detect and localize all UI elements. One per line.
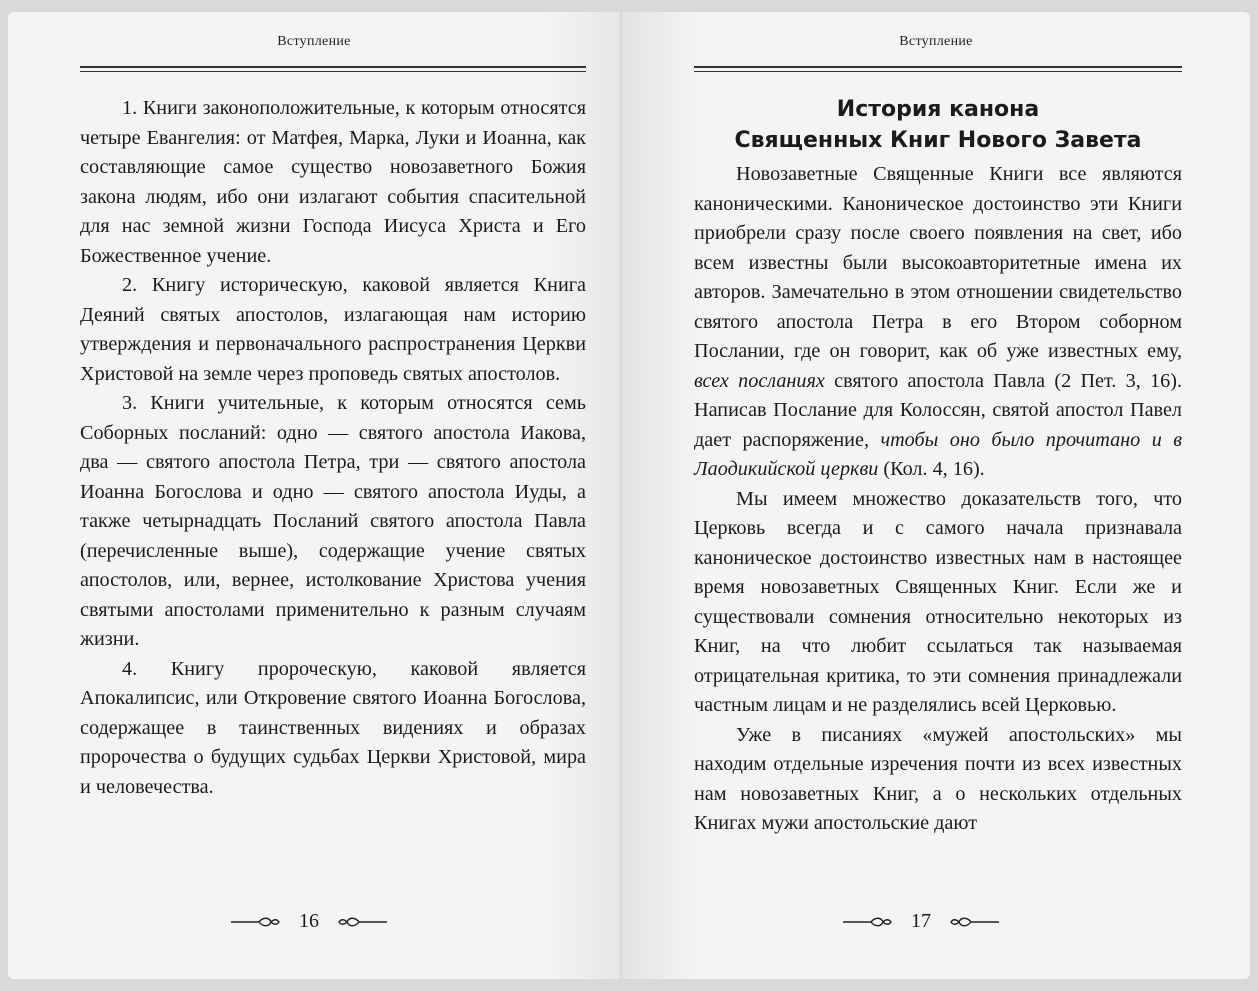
paragraph-3: Уже в писаниях «мужей апостольских» мы находим отдельные изречения почти из всех известных нам новозаветных Книг, а о нескольких отдельных Книгах мужи апостольские дают <box>694 723 1182 834</box>
p1-italic-b: чтобы оно было прочитано и в Лаодикийской церкви <box>694 428 1183 480</box>
right-page <box>622 12 1250 979</box>
running-head-right: Вступление <box>899 34 973 49</box>
paragraph-3: 3. Книги учительные, к которым относятся семь Соборных посланий: одно — святого апостола Иакова, два — святого апостола Петра, три — святого апостола Иоанна Богослова и одно — святого апостола Иуды, а также четырнадцать Посланий святого апостола Павла (перечисленные выше), содержащие учение святых апостолов, или, вернее, истолкование Христова учения святыми апостолами применительно к разным случаям жизни. <box>80 392 586 650</box>
running-head-left: Вступление <box>277 34 351 49</box>
header-rule-right <box>694 66 1182 74</box>
page-number-text: 16 <box>299 910 319 932</box>
ornament-left-icon <box>841 915 893 929</box>
section-title-line-2: Священных Книг Нового Завета <box>734 128 1142 153</box>
paragraph-2: Мы имеем множество доказательств того, что Церковь всегда и с самого начала признавала каноническое достоинство известных нам в настоящее время новозаветных Священных Книг. Если же и существовали сомнения относительно некоторых из Книг, на что любит ссылаться так называемая отрицательная критика, то эти сомнения принадлежали частным лицам и не разделялись всей Церковью. <box>694 487 1182 716</box>
left-page <box>8 12 620 979</box>
left-page-text <box>80 94 586 802</box>
page-number-text: 17 <box>911 910 931 932</box>
ornament-right-icon <box>337 915 389 929</box>
paragraph-4: 4. Книгу пророческую, каковой является Апокалипсис, или Откровение святого Иоанна Богослова, содержащее в таинственных видениях и образах пророчества о будущих судьбах Церкви Христовой, мира и человечества. <box>80 657 586 798</box>
page-number-right <box>622 910 1250 933</box>
ornament-right-icon <box>949 915 1001 929</box>
section-title-line-1: История канона <box>836 97 1040 122</box>
paragraph-2: 2. Книгу историческую, каковой является Книга Деяний святых апостолов, излагающая нам историю утверждения и первоначального распространения Церкви Христовой на земле через проповедь святых апостолов. <box>80 274 586 385</box>
right-page-text <box>694 94 1182 839</box>
page-number-left <box>8 910 620 933</box>
section-title <box>694 94 1182 156</box>
p1-text-c: (Кол. 4, 16). <box>883 458 985 480</box>
header-rule-left <box>80 66 586 74</box>
ornament-left-icon <box>229 915 281 929</box>
p1-text-b: святого апостола Павла (2 Пет. 3, 16). Написав Послание для Колоссян, святой апостол Павел дает распоряжение, <box>694 369 1182 451</box>
p1-text-a: Новозаветные Священные Книги все являются каноническими. Каноническое достоинство эти Книги приобрели сразу после своего появления на свет, ибо всем известны были высокоавторитетные имена их авторов. Замечательно в этом отношении свидетельство святого апостола Петра в его Втором соборном Послании, где он говорит, как об уже известных ему, <box>694 163 1182 362</box>
p1-italic-a: всех посланиях <box>694 369 825 392</box>
paragraph-1 <box>694 160 1182 485</box>
paragraph-1: 1. Книги законоположительные, к которым относятся четыре Евангелия: от Матфея, Марка, Луки и Иоанна, как составляющие самое существо новозаветного Божия закона людям, ибо они излагают события спасительной для нас земной жизни Господа Иисуса Христа и Его Божественное учение. <box>80 97 586 267</box>
